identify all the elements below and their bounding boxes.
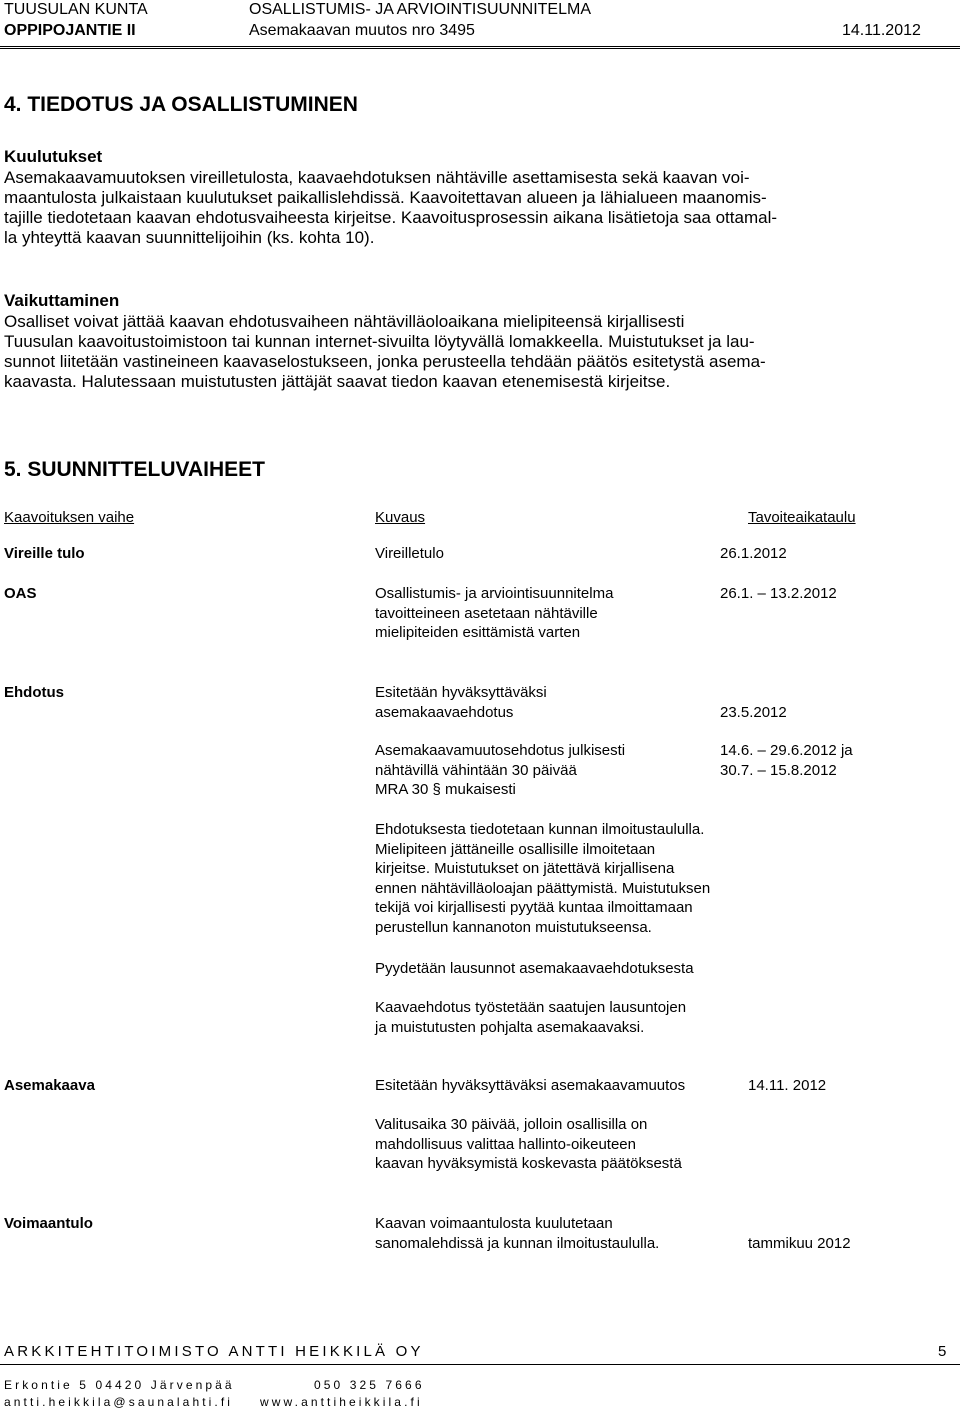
- kuulutukset-paragraph: Asemakaavamuutoksen vireilletulosta, kaavaehdotuksen nähtäville asettamisesta sekä kaavan voi- maantulosta julkaistaan kuulutukset paikallislehdissä. Kaavoitettavan alueen ja lähialueen maanomis- tajille tiedotetaan kaavan ehdotusvaiheesta kirjeitse. Kaavoitusprosessin aikana lisätietoja saa ottamal- la yhteyttä kaavan suunnittelijoihin (ks. kohta 10).: [4, 168, 778, 247]
- desc-ehdotus-5: Kaavaehdotus työstetään saatujen lausuntojen ja muistutusten pohjalta asemakaavaksi.: [375, 999, 687, 1036]
- footer-phone: 050 325 7666: [314, 1378, 425, 1392]
- phase-oas: OAS: [4, 585, 37, 602]
- header-divider: [0, 46, 960, 47]
- desc-oas: Osallistumis- ja arviointisuunnitelma tavoitteineen asetetaan nähtäville mielipiteiden esittämistä varten: [375, 585, 614, 642]
- footer-company: ARKKITEHTITOIMISTO ANTTI HEIKKILÄ OY: [4, 1343, 424, 1360]
- footer-page-number: 5: [938, 1343, 947, 1360]
- desc-ehdotus-1: Esitetään hyväksyttäväksi asemakaavaehdotus: [375, 684, 547, 721]
- desc-ehdotus-2: Asemakaavamuutosehdotus julkisesti nähtävillä vähintään 30 päivää MRA 30 § mukaisesti: [375, 742, 626, 799]
- footer-address: Erkontie 5 04420 Järvenpää: [4, 1378, 235, 1392]
- desc-asemakaava-2: Valitusaika 30 päivää, jolloin osallisilla on mahdollisuus valittaa hallinto-oikeuteen kaavan hyväksymistä koskevasta päätöksestä: [375, 1116, 682, 1173]
- header-divider-2: [0, 48, 960, 49]
- desc-asemakaava-1: Esitetään hyväksyttäväksi asemakaavamuutos: [375, 1077, 686, 1094]
- column-header-description: Kuvaus: [375, 509, 426, 526]
- header-plan-number: Asemakaavan muutos nro 3495: [249, 22, 475, 39]
- desc-ehdotus-4: Pyydetään lausunnot asemakaavaehdotuksesta: [375, 960, 694, 977]
- header-date: 14.11.2012: [842, 22, 921, 39]
- phase-ehdotus: Ehdotus: [4, 684, 64, 701]
- desc-ehdotus-3: Ehdotuksesta tiedotetaan kunnan ilmoitustaululla. Mielipiteen jättäneille osallisille ilmoitetaan kirjeitse. Muistutukset on jätettävä kirjallisena ennen nähtävilläoloajan päättymistä. Muistutuksen tekijä voi kirjallisesti pyytää kuntaa ilmoittamaan perustellun kannanoton muistutukseensa.: [375, 821, 711, 936]
- date-asemakaava: 14.11. 2012: [748, 1077, 827, 1094]
- phase-vireille-tulo: Vireille tulo: [4, 545, 85, 562]
- header-municipality: TUUSULAN KUNTA: [4, 1, 148, 18]
- footer-email: antti.heikkila@saunalahti.fi: [4, 1395, 234, 1409]
- footer-website: www.anttiheikkila.fi: [260, 1395, 423, 1409]
- section4-title: 4. TIEDOTUS JA OSALLISTUMINEN: [4, 93, 358, 116]
- header-doc-type: OSALLISTUMIS- JA ARVIOINTISUUNNITELMA: [249, 1, 591, 18]
- vaikuttaminen-heading: Vaikuttaminen: [4, 291, 120, 310]
- column-header-schedule: Tavoiteaikataulu: [748, 509, 856, 526]
- section5-title: 5. SUUNNITTELUVAIHEET: [4, 458, 265, 481]
- column-header-phase: Kaavoituksen vaihe: [4, 509, 135, 526]
- desc-voimaantulo: Kaavan voimaantulosta kuulutetaan sanomalehdissä ja kunnan ilmoitustaululla.: [375, 1215, 660, 1252]
- date-ehdotus-1: 23.5.2012: [720, 704, 787, 721]
- phase-asemakaava: Asemakaava: [4, 1077, 95, 1094]
- kuulutukset-heading: Kuulutukset: [4, 147, 103, 166]
- vaikuttaminen-paragraph: Osalliset voivat jättää kaavan ehdotusvaiheen nähtävilläoloaikana mielipiteensä kirjallisesti Tuusulan kaavoitustoimistoon tai kunnan internet-sivuilta löytyvällä lomakkeella. Muistutukset ja lau- sunnot liitetään vastineineen kaavaselostukseen, jonka perusteella tehdään päätös esitetystä asema- kaavasta. Halutessaan muistutusten jättäjät saavat tiedon kaavan etenemisestä kirjeitse.: [4, 312, 766, 391]
- date-voimaantulo: tammikuu 2012: [748, 1235, 851, 1252]
- header-project: OPPIPOJANTIE II: [4, 22, 136, 39]
- date-ehdotus-2: 14.6. – 29.6.2012 ja 30.7. – 15.8.2012: [720, 742, 853, 779]
- date-oas: 26.1. – 13.2.2012: [720, 585, 837, 602]
- date-vireille-tulo: 26.1.2012: [720, 545, 787, 562]
- desc-vireille-tulo: Vireilletulo: [375, 545, 444, 562]
- phase-voimaantulo: Voimaantulo: [4, 1215, 93, 1232]
- footer-divider: [0, 1364, 960, 1365]
